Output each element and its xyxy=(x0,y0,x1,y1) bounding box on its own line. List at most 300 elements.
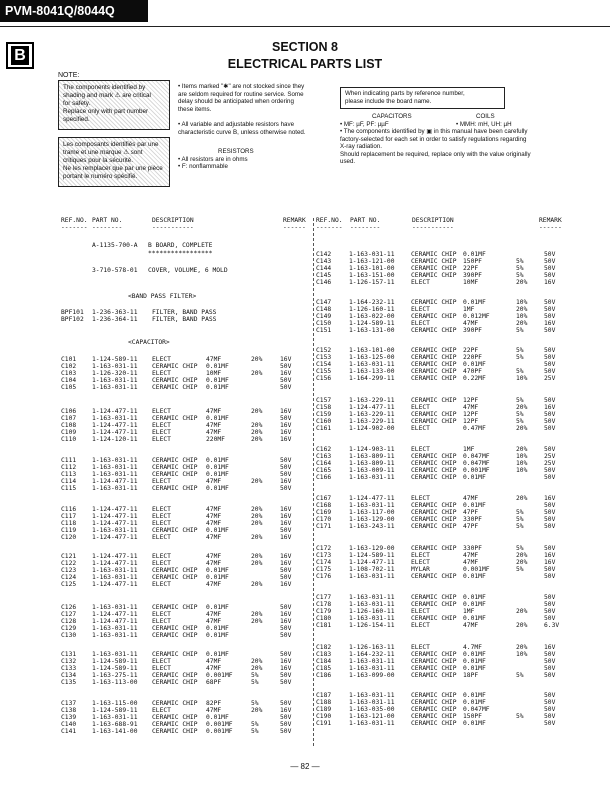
value: 47MF xyxy=(206,478,222,486)
note-line: portant le numéro spécifié. xyxy=(63,173,138,180)
part-number: 1-124-477-11 xyxy=(92,513,138,521)
voltage: 16V xyxy=(544,495,556,502)
parts-row xyxy=(316,467,571,474)
part-number: 1-124-477-11 xyxy=(92,478,138,486)
part-number: 1-163-125-00 xyxy=(349,354,395,362)
parts-row xyxy=(61,506,316,513)
description: CERAMIC CHIP xyxy=(411,706,457,714)
tolerance: 20% xyxy=(251,478,263,486)
column-header-remark-right xyxy=(539,217,562,231)
note-line: The components identified by xyxy=(63,84,146,91)
parts-row xyxy=(61,679,316,686)
description: ELECT xyxy=(152,370,171,378)
voltage: 50V xyxy=(544,608,556,616)
tolerance: 5% xyxy=(516,272,524,280)
tolerance: 10% xyxy=(516,375,528,383)
part-number: 1-163-031-11 xyxy=(349,594,395,601)
part-number: 1-163-809-11 xyxy=(349,453,395,461)
header-label: REF.NO. xyxy=(316,217,343,224)
voltage: 16V xyxy=(280,370,292,378)
description: CERAMIC CHIP xyxy=(411,460,457,468)
column-header-part xyxy=(92,217,122,231)
parts-row xyxy=(61,370,316,377)
value: 0.01MF xyxy=(206,377,229,385)
ref-number: C108 xyxy=(61,422,77,430)
description: ELECT xyxy=(152,707,171,715)
part-number: 1-163-229-11 xyxy=(349,418,395,426)
voltage: 50V xyxy=(544,601,556,609)
note-text: • F: nonflammable xyxy=(178,163,228,171)
column-header-ref-right xyxy=(316,217,343,231)
voltage: 16V xyxy=(280,506,292,513)
part-number: 1-163-031-11 xyxy=(92,457,138,464)
voltage: 50V xyxy=(544,566,556,574)
voltage: 16V xyxy=(280,534,292,542)
part-number: 1-163-141-00 xyxy=(92,728,138,736)
description: ELECT xyxy=(411,552,430,560)
voltage: 50V xyxy=(280,471,292,479)
description: CERAMIC CHIP xyxy=(411,502,457,510)
bpf-heading: <BAND PASS FILTER> xyxy=(128,293,197,300)
value: 47MF xyxy=(463,552,479,560)
ref-number: C161 xyxy=(316,425,332,433)
tolerance: 10% xyxy=(516,651,528,659)
description: ELECT xyxy=(411,425,430,433)
description: CERAMIC CHIP xyxy=(152,700,198,707)
value: 0.047MF xyxy=(463,706,490,714)
parts-row xyxy=(316,425,571,432)
voltage: 16V xyxy=(544,320,556,328)
ref-number: C159 xyxy=(316,411,332,419)
ref-number: C186 xyxy=(316,672,332,680)
value: 220PF xyxy=(463,354,482,362)
ref-number: C150 xyxy=(316,320,332,328)
part-number: 1-163-031-11 xyxy=(349,502,395,510)
parts-row xyxy=(316,453,571,460)
value: 47MF xyxy=(206,560,222,568)
ref-number: C145 xyxy=(316,272,332,280)
description: CERAMIC CHIP xyxy=(411,418,457,426)
value: 47MF xyxy=(206,658,222,666)
part-number: 1-163-031-11 xyxy=(92,527,138,535)
tolerance: 20% xyxy=(516,425,528,433)
description: CERAMIC CHIP xyxy=(411,509,457,517)
parts-row xyxy=(61,363,316,370)
parts-row xyxy=(61,316,311,323)
part-number: 1-124-477-11 xyxy=(349,495,395,502)
parts-row xyxy=(316,495,571,502)
part-number: 1-163-129-00 xyxy=(349,516,395,524)
part-number: 1-124-477-11 xyxy=(92,429,138,437)
value: 47MF xyxy=(206,408,222,415)
tolerance: 20% xyxy=(251,422,263,430)
value: 0.001MF xyxy=(206,728,233,736)
description: CERAMIC CHIP xyxy=(411,453,457,461)
value: 47MF xyxy=(206,356,222,363)
description: ELECT xyxy=(411,559,430,567)
coils-note xyxy=(456,113,576,128)
ref-number: C121 xyxy=(61,553,77,560)
note-text: factory-selected for each set in order to satisfy regulations regarding xyxy=(340,135,527,143)
parts-row xyxy=(61,471,316,478)
note-text: please include the board name. xyxy=(345,98,432,105)
parts-row xyxy=(316,306,571,313)
description: ELECT xyxy=(152,581,171,589)
description: CERAMIC CHIP xyxy=(411,672,457,680)
voltage: 50V xyxy=(544,706,556,714)
description: ELECT xyxy=(411,644,430,651)
tolerance: 20% xyxy=(251,707,263,715)
value: 18PF xyxy=(463,672,479,680)
part-number: 1-163-031-11 xyxy=(92,464,138,472)
header-label: DESCRIPTION xyxy=(412,217,454,224)
part-number: 1-163-031-11 xyxy=(92,471,138,479)
ref-number: C107 xyxy=(61,415,77,423)
tolerance: 10% xyxy=(516,453,528,461)
value: 0.01MF xyxy=(463,601,486,609)
note-line: shading and mark ⚠ are critical xyxy=(63,92,151,99)
ref-number: C141 xyxy=(61,728,77,736)
parts-row xyxy=(316,299,571,306)
note-text: • MF: µF, PF: µµF xyxy=(340,120,389,128)
part-number: 1-163-031-11 xyxy=(92,651,138,658)
header-rule xyxy=(0,26,610,27)
parts-row xyxy=(316,545,571,552)
value: 0.01MF xyxy=(206,471,229,479)
note-text: delay should be anticipated when ordering xyxy=(178,98,294,106)
description: CERAMIC CHIP xyxy=(411,615,457,623)
parts-row xyxy=(316,446,571,453)
parts-row xyxy=(61,527,316,534)
x-ray-note xyxy=(340,128,590,166)
part-number: 1-163-031-11 xyxy=(92,377,138,385)
voltage: 50V xyxy=(280,672,292,680)
ref-number: C120 xyxy=(61,534,77,542)
value: 47MF xyxy=(463,495,479,502)
parts-row xyxy=(316,361,571,368)
description: ELECT xyxy=(411,320,430,328)
part-number: 1-124-120-11 xyxy=(92,436,138,444)
ref-number: C183 xyxy=(316,651,332,659)
ref-number: C109 xyxy=(61,429,77,437)
part-number: 1-124-589-11 xyxy=(92,356,138,363)
value: 0.01MF xyxy=(206,485,229,493)
ref-number: C102 xyxy=(61,363,77,371)
parts-row xyxy=(316,699,571,706)
value: 12PF xyxy=(463,418,479,426)
tolerance: 5% xyxy=(251,672,259,680)
ref-number: C103 xyxy=(61,370,77,378)
voltage: 25V xyxy=(544,460,556,468)
value: 47MF xyxy=(206,534,222,542)
ref-number: C157 xyxy=(316,397,332,404)
voltage: 25V xyxy=(544,453,556,461)
tolerance: 20% xyxy=(516,608,528,616)
tolerance: 20% xyxy=(516,446,528,453)
value: 0.01MF xyxy=(463,474,486,482)
part-number: 1-124-902-00 xyxy=(349,425,395,433)
tolerance: 20% xyxy=(251,611,263,619)
value: 0.01MF xyxy=(463,658,486,666)
part-number: 1-126-320-11 xyxy=(92,370,138,378)
voltage: 50V xyxy=(544,313,556,321)
tolerance: 20% xyxy=(516,559,528,567)
parts-row xyxy=(61,632,316,639)
voltage: 50V xyxy=(544,467,556,475)
part-number: 1-163-031-11 xyxy=(349,720,395,728)
value: 47MF xyxy=(206,707,222,715)
tolerance: 20% xyxy=(516,404,528,412)
cover-row xyxy=(92,267,312,274)
ref-number: C128 xyxy=(61,618,77,626)
part-number: 1-163-031-11 xyxy=(92,415,138,423)
parts-row xyxy=(61,485,316,492)
section-badge-letter: B xyxy=(11,46,29,65)
ref-number: C156 xyxy=(316,375,332,383)
parts-row xyxy=(316,622,571,629)
note-text: Should replacement be required, replace only with the value originally xyxy=(340,150,531,158)
description: CERAMIC CHIP xyxy=(152,377,198,385)
description: CERAMIC CHIP xyxy=(152,728,198,736)
description: ELECT xyxy=(152,506,171,513)
part-number: 1-163-031-11 xyxy=(349,251,395,258)
parts-row xyxy=(316,594,571,601)
value: 0.01MF xyxy=(206,714,229,722)
ref-number: C138 xyxy=(61,707,77,715)
voltage: 16V xyxy=(280,611,292,619)
part-number: 1-126-160-11 xyxy=(349,608,395,616)
voltage: 50V xyxy=(280,625,292,633)
ref-number: C113 xyxy=(61,471,77,479)
part-number: 1-163-035-00 xyxy=(349,706,395,714)
voltage: 50V xyxy=(544,672,556,680)
description: CERAMIC CHIP xyxy=(411,545,457,552)
value: 22PF xyxy=(463,265,479,273)
description: CERAMIC CHIP xyxy=(411,397,457,404)
value: 47MF xyxy=(206,429,222,437)
note-text: are seldom required for routine service. Some xyxy=(178,90,304,98)
column-header-description-right xyxy=(412,217,454,231)
ref-number: C105 xyxy=(61,384,77,392)
ref-number: C179 xyxy=(316,608,332,616)
voltage: 16V xyxy=(544,644,556,651)
voltage: 50V xyxy=(544,692,556,699)
part-number: 1-236-364-11 xyxy=(92,316,138,324)
ref-number: C135 xyxy=(61,679,77,687)
parts-row xyxy=(316,404,571,411)
description: CERAMIC CHIP xyxy=(152,651,198,658)
voltage: 50V xyxy=(280,632,292,640)
ref-number: C117 xyxy=(61,513,77,521)
tolerance: 20% xyxy=(251,436,263,444)
value: 1MF xyxy=(463,446,475,453)
parts-row xyxy=(61,422,316,429)
description: ELECT xyxy=(152,356,171,363)
voltage: 50V xyxy=(280,567,292,575)
voltage: 50V xyxy=(280,700,292,707)
description: CERAMIC CHIP xyxy=(411,347,457,354)
voltage: 50V xyxy=(544,368,556,376)
capacitors-title: CAPACITORS xyxy=(372,113,412,120)
description: CERAMIC CHIP xyxy=(411,265,457,273)
value: 0.047MF xyxy=(463,460,490,468)
header-underline: -------- xyxy=(350,224,381,231)
tolerance: 20% xyxy=(251,356,263,363)
value: 0.01MF xyxy=(463,361,486,369)
ref-number: C154 xyxy=(316,361,332,369)
voltage: 50V xyxy=(280,721,292,729)
note-label: NOTE: xyxy=(58,72,80,79)
part-number: 1-163-243-11 xyxy=(349,523,395,531)
part-number: 1-124-477-11 xyxy=(92,560,138,568)
value: 47MF xyxy=(463,559,479,567)
parts-row xyxy=(61,464,316,471)
description: CERAMIC CHIP xyxy=(411,658,457,666)
parts-row xyxy=(61,309,311,316)
note-line: Les composants identifiés par une xyxy=(63,141,159,148)
value: 1MF xyxy=(463,306,475,314)
description: CERAMIC CHIP xyxy=(411,699,457,707)
note-line: for safety. xyxy=(63,100,91,107)
tolerance: 20% xyxy=(251,581,263,589)
ref-number: C155 xyxy=(316,368,332,376)
value: 10MF xyxy=(206,370,222,378)
note-text: X-ray radiation. xyxy=(340,143,382,151)
tolerance: 20% xyxy=(251,520,263,528)
description: ELECT xyxy=(152,534,171,542)
part-number: 1-126-160-11 xyxy=(349,306,395,314)
voltage: 50V xyxy=(544,425,556,433)
value: 12PF xyxy=(463,397,479,404)
tolerance: 5% xyxy=(516,516,524,524)
description: ELECT xyxy=(152,408,171,415)
parts-row xyxy=(61,707,316,714)
part-number: 1-163-031-11 xyxy=(349,474,395,482)
ref-number: C173 xyxy=(316,552,332,560)
tolerance: 5% xyxy=(516,418,524,426)
parts-row xyxy=(61,415,316,422)
voltage: 50V xyxy=(280,651,292,658)
voltage: 16V xyxy=(544,279,556,287)
header-label: REF.NO. xyxy=(61,217,88,224)
voltage: 50V xyxy=(544,272,556,280)
ref-number: C191 xyxy=(316,720,332,728)
value: 390PF xyxy=(463,327,482,335)
part-number: 1-163-151-00 xyxy=(349,272,395,280)
value: 0.01MF xyxy=(206,625,229,633)
value: 0.22MF xyxy=(463,375,486,383)
ref-number: C169 xyxy=(316,509,332,517)
part-number: 1-163-101-00 xyxy=(349,265,395,273)
voltage: 50V xyxy=(280,574,292,582)
part-number: 1-124-477-11 xyxy=(92,618,138,626)
description: CERAMIC CHIP xyxy=(411,251,457,258)
value: 47PF xyxy=(463,509,479,517)
part-number: 1-163-022-00 xyxy=(349,313,395,321)
ref-number: C172 xyxy=(316,545,332,552)
description: CERAMIC CHIP xyxy=(411,720,457,728)
part-number: 1-163-117-00 xyxy=(349,509,395,517)
parts-row xyxy=(61,574,316,581)
voltage: 50V xyxy=(280,728,292,736)
value: 10MF xyxy=(463,279,479,287)
parts-row xyxy=(61,618,316,625)
value: 0.001MF xyxy=(463,467,490,475)
part-number: 1-163-031-11 xyxy=(92,567,138,575)
voltage: 50V xyxy=(544,720,556,728)
description: CERAMIC CHIP xyxy=(411,411,457,419)
part-number: 1-163-031-11 xyxy=(349,699,395,707)
tolerance: 20% xyxy=(516,320,528,328)
value: 0.01MF xyxy=(206,651,229,658)
ref-number: C168 xyxy=(316,502,332,510)
parts-row xyxy=(61,625,316,632)
tolerance: 20% xyxy=(516,622,528,630)
part-number: 1-164-232-11 xyxy=(349,651,395,659)
note-text: • All variable and adjustable resistors have xyxy=(178,120,295,128)
description: CERAMIC CHIP xyxy=(152,485,198,493)
part-number: 1-163-809-11 xyxy=(349,460,395,468)
ref-number: C131 xyxy=(61,651,77,658)
value: 47MF xyxy=(206,553,222,560)
ref-number: C142 xyxy=(316,251,332,258)
voltage: 50V xyxy=(544,573,556,581)
tolerance: 5% xyxy=(516,368,524,376)
description: CERAMIC CHIP xyxy=(411,375,457,383)
description: CERAMIC CHIP xyxy=(152,672,198,680)
description: CERAMIC CHIP xyxy=(411,299,457,306)
description: ELECT xyxy=(152,658,171,666)
tolerance: 5% xyxy=(516,509,524,517)
column-header-ref xyxy=(61,217,88,231)
parts-row xyxy=(61,520,316,527)
part-number: 1-163-229-11 xyxy=(349,411,395,419)
description: CERAMIC CHIP xyxy=(152,574,198,582)
tolerance: 20% xyxy=(251,534,263,542)
voltage: 50V xyxy=(280,415,292,423)
part-number: 1-124-477-11 xyxy=(92,553,138,560)
resistors-note xyxy=(178,148,328,171)
description: CERAMIC CHIP xyxy=(152,457,198,464)
tolerance: 5% xyxy=(516,545,524,552)
parts-row xyxy=(61,377,316,384)
ref-number: C146 xyxy=(316,279,332,287)
voltage: 50V xyxy=(280,464,292,472)
voltage: 50V xyxy=(280,679,292,687)
parts-row xyxy=(61,534,316,541)
description: CERAMIC CHIP xyxy=(411,368,457,376)
ref-number: C104 xyxy=(61,377,77,385)
description: ELECT xyxy=(411,622,430,630)
parts-row xyxy=(61,651,316,658)
description: CERAMIC CHIP xyxy=(152,471,198,479)
tolerance: 20% xyxy=(516,495,528,502)
board-row xyxy=(92,242,312,249)
voltage: 16V xyxy=(280,560,292,568)
model-header-tab xyxy=(0,0,148,22)
note-text: characteristic curve B, unless otherwise noted. xyxy=(178,128,306,136)
parts-row xyxy=(61,665,316,672)
note-line: critiques pour la sécurité. xyxy=(63,157,133,164)
description: CERAMIC CHIP xyxy=(152,363,198,371)
voltage: 16V xyxy=(280,429,292,437)
description: CERAMIC CHIP xyxy=(152,415,198,423)
tolerance: 20% xyxy=(516,306,528,314)
value: 47PF xyxy=(463,523,479,531)
part-number: 1-163-031-11 xyxy=(349,361,395,369)
ref-number: C152 xyxy=(316,347,332,354)
parts-row xyxy=(316,375,571,382)
